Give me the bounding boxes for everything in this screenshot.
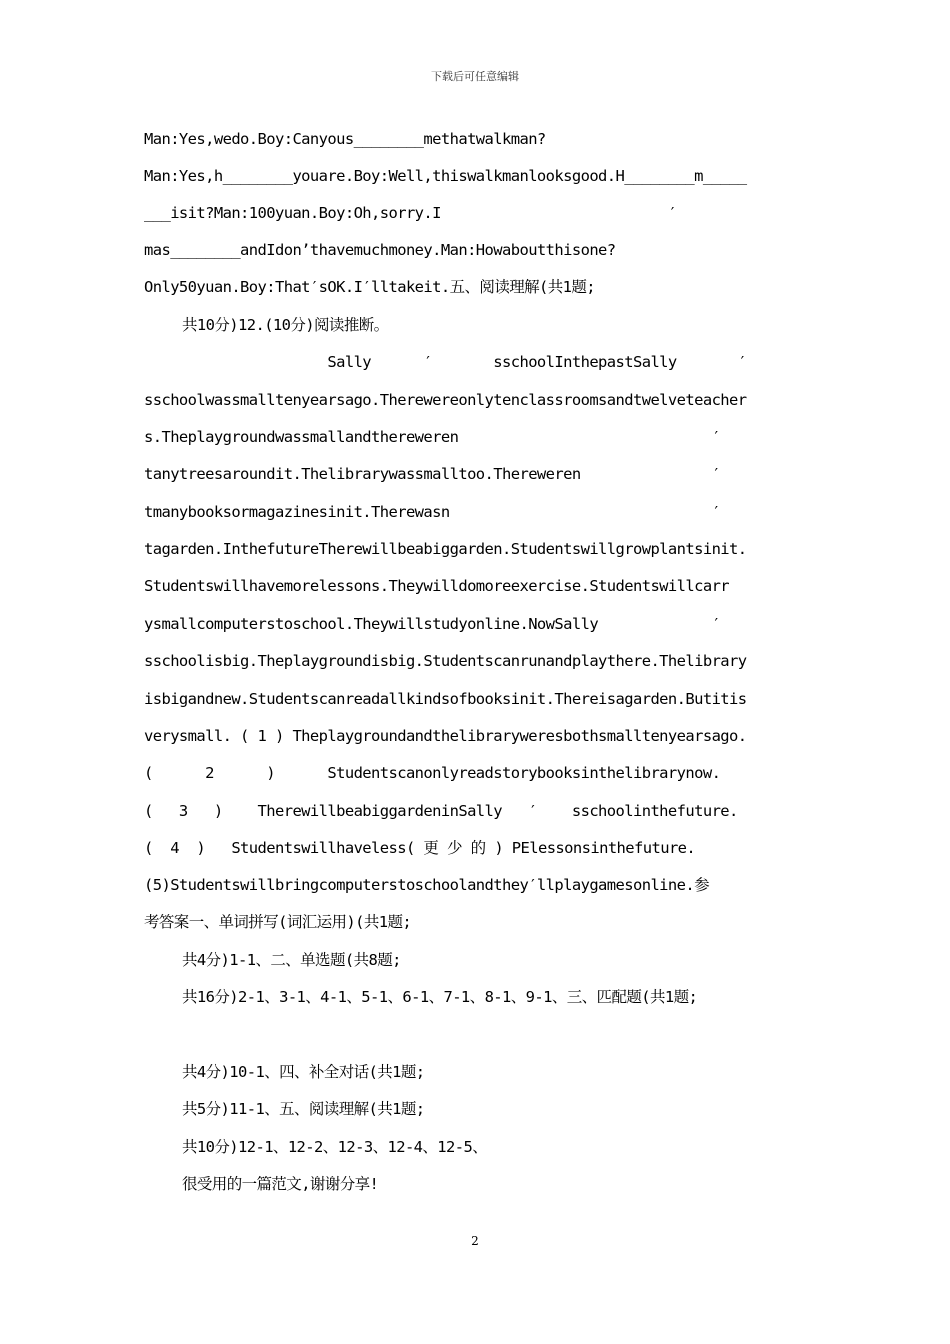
text-line: ( 3 ) TherewillbeabiggardeninSally ′ sschoolinthefuture.	[144, 802, 738, 820]
text-line: Only50yuan.Boy:That′sOK.I′lltakeit.五、阅读理解(共1题;	[144, 278, 596, 296]
text-line: (5)Studentswillbringcomputerstoschoolandthey′llplaygamesonline.参	[144, 876, 710, 894]
text-line: ___isit?Man:100yuan.Boy:Oh,sorry.I ′	[144, 204, 677, 222]
text-line: ( 2 ) Studentscanonlyreadstorybooksinthelibrarynow.	[144, 764, 721, 782]
text-line: tagarden.InthefutureTherewillbeabiggarden.Studentswillgrowplantsinit.	[144, 540, 747, 558]
text-line: 共10分)12-1、12-2、12-3、12-4、12-5、	[182, 1138, 488, 1156]
text-line: 共5分)11-1、五、阅读理解(共1题;	[182, 1100, 425, 1118]
text-line: Studentswillhavemorelessons.Theywilldomoreexercise.Studentswillcarr	[144, 577, 730, 595]
text-line: 考答案一、单词拼写(词汇运用)(共1题;	[144, 913, 412, 931]
text-line: Sally ′ sschoolInthepastSally ′	[144, 353, 747, 371]
text-line: sschoolisbig.Theplaygroundisbig.Studentscanrunandplaythere.Thelibrary	[144, 652, 747, 670]
text-line: ( 4 ) Studentswillhaveless( 更 少 的 ) PElessonsinthefuture.	[144, 839, 696, 857]
text-line: 共10分)12.(10分)阅读推断。	[182, 316, 389, 334]
text-line: verysmall. ( 1 ) Theplaygroundandthelibraryweresbothsmalltenyearsago.	[144, 727, 747, 745]
text-line: 共4分)1-1、二、单选题(共8题;	[182, 951, 401, 969]
text-line: isbigandnew.Studentscanreadallkindsofbooksinit.Thereisagarden.Butitis	[144, 690, 747, 708]
text-line: mas________andIdon’thavemuchmoney.Man:Howaboutthisone?	[144, 241, 616, 259]
text-line: 共4分)10-1、四、补全对话(共1题;	[182, 1063, 425, 1081]
page-header: 下载后可任意编辑	[431, 70, 519, 83]
page-number: 2	[471, 1234, 479, 1248]
text-line: Man:Yes,h________youare.Boy:Well,thiswalkmanlooksgood.H________m_____	[144, 167, 747, 185]
text-line: s.Theplaygroundwassmallandthereweren ′	[144, 428, 721, 446]
text-line: tanytreesaroundit.Thelibrarywassmalltoo.Thereweren ′	[144, 465, 721, 483]
text-line: ysmallcomputerstoschool.Theywillstudyonline.NowSally ′	[144, 615, 721, 633]
text-line: 很受用的一篇范文,谢谢分享!	[182, 1175, 379, 1193]
text-line: Man:Yes,wedo.Boy:Canyous________methatwalkman?	[144, 130, 546, 148]
text-line: 共16分)2-1、3-1、4-1、5-1、6-1、7-1、8-1、9-1、三、匹配题(共1题;	[182, 988, 698, 1006]
text-line: tmanybooksormagazinesinit.Therewasn ′	[144, 503, 721, 521]
text-line: sschoolwassmalltenyearsago.Therewereonlytenclassroomsandtwelveteacher	[144, 391, 747, 409]
